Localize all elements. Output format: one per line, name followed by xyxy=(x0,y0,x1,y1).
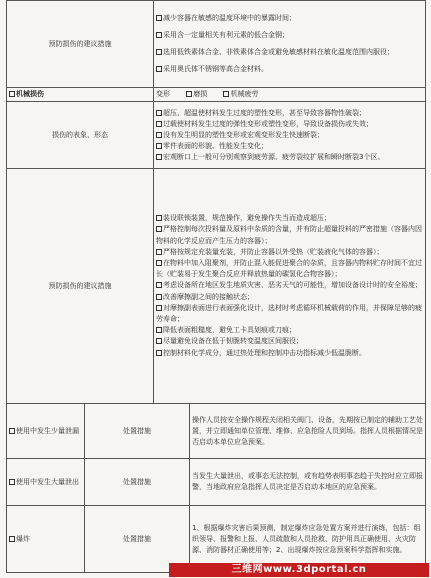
prevent-items xyxy=(154,169,426,404)
prevent-item: 尽量避免设备在低于韧脆转变温度区间服役； xyxy=(156,336,423,347)
top-prevention-items xyxy=(154,1,426,88)
checkbox-icon[interactable] xyxy=(156,350,162,356)
prevent-item: 严格按规定充装量充装，并防止容器以外受热（贮装液化气体的容器）； xyxy=(156,247,423,258)
document-page xyxy=(6,0,425,573)
checkbox-icon[interactable] xyxy=(156,338,162,344)
incident-text: 操作人员按安全操作规程关闭相关阀门、设备，先期按已制定的辅助工艺处置，并立即通知单位管理、维修、应急抢险人员到场。指挥人员根据情况是否启动本单位应急预案。 xyxy=(190,404,426,459)
checkbox-icon[interactable] xyxy=(156,226,162,232)
checkbox-icon[interactable] xyxy=(156,49,162,55)
checkbox-icon[interactable] xyxy=(186,91,192,97)
mech-options xyxy=(154,88,426,102)
prevent-item: 改善摩擦副之间的接触状态； xyxy=(156,292,423,303)
top-item: 采用含一定量相关有利元素的低合金钢； xyxy=(156,30,423,47)
damage-table xyxy=(6,0,426,573)
checkbox-icon[interactable] xyxy=(9,91,15,97)
checkbox-icon[interactable] xyxy=(9,479,15,485)
form-item: 没有发生明显的塑性变形或宏观变形发生快速断裂； xyxy=(156,130,423,141)
checkbox-icon[interactable] xyxy=(156,282,162,288)
prevent-item: 控制材料化学成分，通过热处理和控制冲击功指标减少低温脆断。 xyxy=(156,348,423,359)
checkbox-icon[interactable] xyxy=(156,305,162,311)
checkbox-icon[interactable] xyxy=(156,32,162,38)
checkbox-icon[interactable] xyxy=(156,215,162,221)
mech-title: 机械损伤 xyxy=(16,90,44,98)
top-item: 选用低铁素体合金、非铁素体合金或避免敏感材料在敏化温度范围内服役； xyxy=(156,47,423,64)
checkbox-icon[interactable] xyxy=(156,143,162,149)
incident-text: 1、根据爆炸灾害后果预测，制定爆炸应急处置方案并进行演练，包括：组织领导、报警和上报、人员疏散和人员抢救、防护用具正确使用、火灾防源、消防器材正确使用等；2、出现爆炸按应急预案科学指挥和实施。 xyxy=(190,506,426,573)
option-fatigue[interactable]: 机械疲劳 xyxy=(223,90,258,98)
prevent-row xyxy=(7,169,426,404)
prevent-item: 考虑设备所在地区发生地质灾害、恶劣天气的可能性，增加设备设计时的安全裕度； xyxy=(156,280,423,291)
top-prevention-label: 预防损伤的建议措施 xyxy=(7,1,154,88)
forms-items xyxy=(154,102,426,169)
prevent-item: 装设联锁装置，规范操作，避免操作失当而造成超压； xyxy=(156,213,423,224)
prevent-item: 对摩擦副表面进行表面强化设计，选材时考虑循环机械载荷的作用，并保障足够的疲劳寿命； xyxy=(156,303,422,323)
forms-row xyxy=(7,102,426,169)
incident-label: 处置措施 xyxy=(85,404,190,459)
option-deform[interactable]: 变形 xyxy=(156,90,170,98)
checkbox-icon[interactable] xyxy=(223,91,229,97)
checkbox-icon[interactable] xyxy=(9,536,15,542)
top-prevention-row xyxy=(7,1,426,88)
prevent-item: 降低表面粗糙度，避免工卡具划痕或刀痕； xyxy=(156,325,423,336)
form-item: 宏观断口上一般可分别观察到疲劳源、疲劳裂纹扩展和瞬时断裂3个区。 xyxy=(156,152,423,163)
form-item: 超压、超温使材料发生过度的塑性变形，甚至导致容器物性破裂； xyxy=(156,108,423,119)
mech-header xyxy=(7,88,154,102)
form-item: 过载使材料发生过度的弹性变形或塑性变形，导致设备损伤或失效； xyxy=(156,119,423,130)
checkbox-icon[interactable] xyxy=(156,327,162,333)
checkbox-icon[interactable] xyxy=(156,154,162,160)
top-item: 减少容器在敏感的温度环境中的暴露时间； xyxy=(156,13,423,30)
checkbox-icon[interactable] xyxy=(156,110,162,116)
watermark-banner: 三维网www.3dportal.cn xyxy=(169,563,429,577)
checkbox-icon[interactable] xyxy=(156,15,162,21)
prevent-item: 严格控制每次投料量及原料中杂质的含量，并有防止超量投料的严密措施（容器内因物料的化学反应而产生压力的容器）； xyxy=(156,225,422,245)
incident-label: 处置措施 xyxy=(85,506,190,573)
forms-label: 损伤的表象、形态 xyxy=(7,102,154,169)
form-item: 零件表面的形貌、性能发生变化； xyxy=(156,141,423,152)
incident-name: 使用中发生大量泄出 xyxy=(7,459,85,506)
checkbox-icon[interactable] xyxy=(156,294,162,300)
checkbox-icon[interactable] xyxy=(9,428,15,434)
incident-text: 当发生大量泄出，或事态无法控制，或有趋势表明事态趋于失控时应立即报警，当地政府应急指挥人员决定是否启动本地区的应急预案。 xyxy=(190,459,426,506)
incident-row xyxy=(7,404,426,459)
incident-row xyxy=(7,459,426,506)
checkbox-icon[interactable] xyxy=(156,249,162,255)
checkbox-icon[interactable] xyxy=(156,260,162,266)
prevent-item: 在物料中加入阻聚剂，并防止混入能促进聚合的杂质，且容器内物料贮存时间不宜过长（贮装易于发生聚合反应并释放热量的碳氢化合物容器）； xyxy=(156,258,422,279)
top-item: 采用奥氏体不锈钢等高合金材料。 xyxy=(156,64,423,75)
prevent-label: 预防损伤的建议措施 xyxy=(7,169,154,404)
incident-name: 爆炸 xyxy=(7,506,85,573)
checkbox-icon[interactable] xyxy=(156,121,162,127)
option-wear[interactable]: 磨损 xyxy=(186,90,207,98)
incident-label: 处置措施 xyxy=(85,459,190,506)
mech-header-row xyxy=(7,88,426,102)
incident-name: 使用中发生少量泄漏 xyxy=(7,404,85,459)
checkbox-icon[interactable] xyxy=(156,66,162,72)
checkbox-icon[interactable] xyxy=(156,132,162,138)
